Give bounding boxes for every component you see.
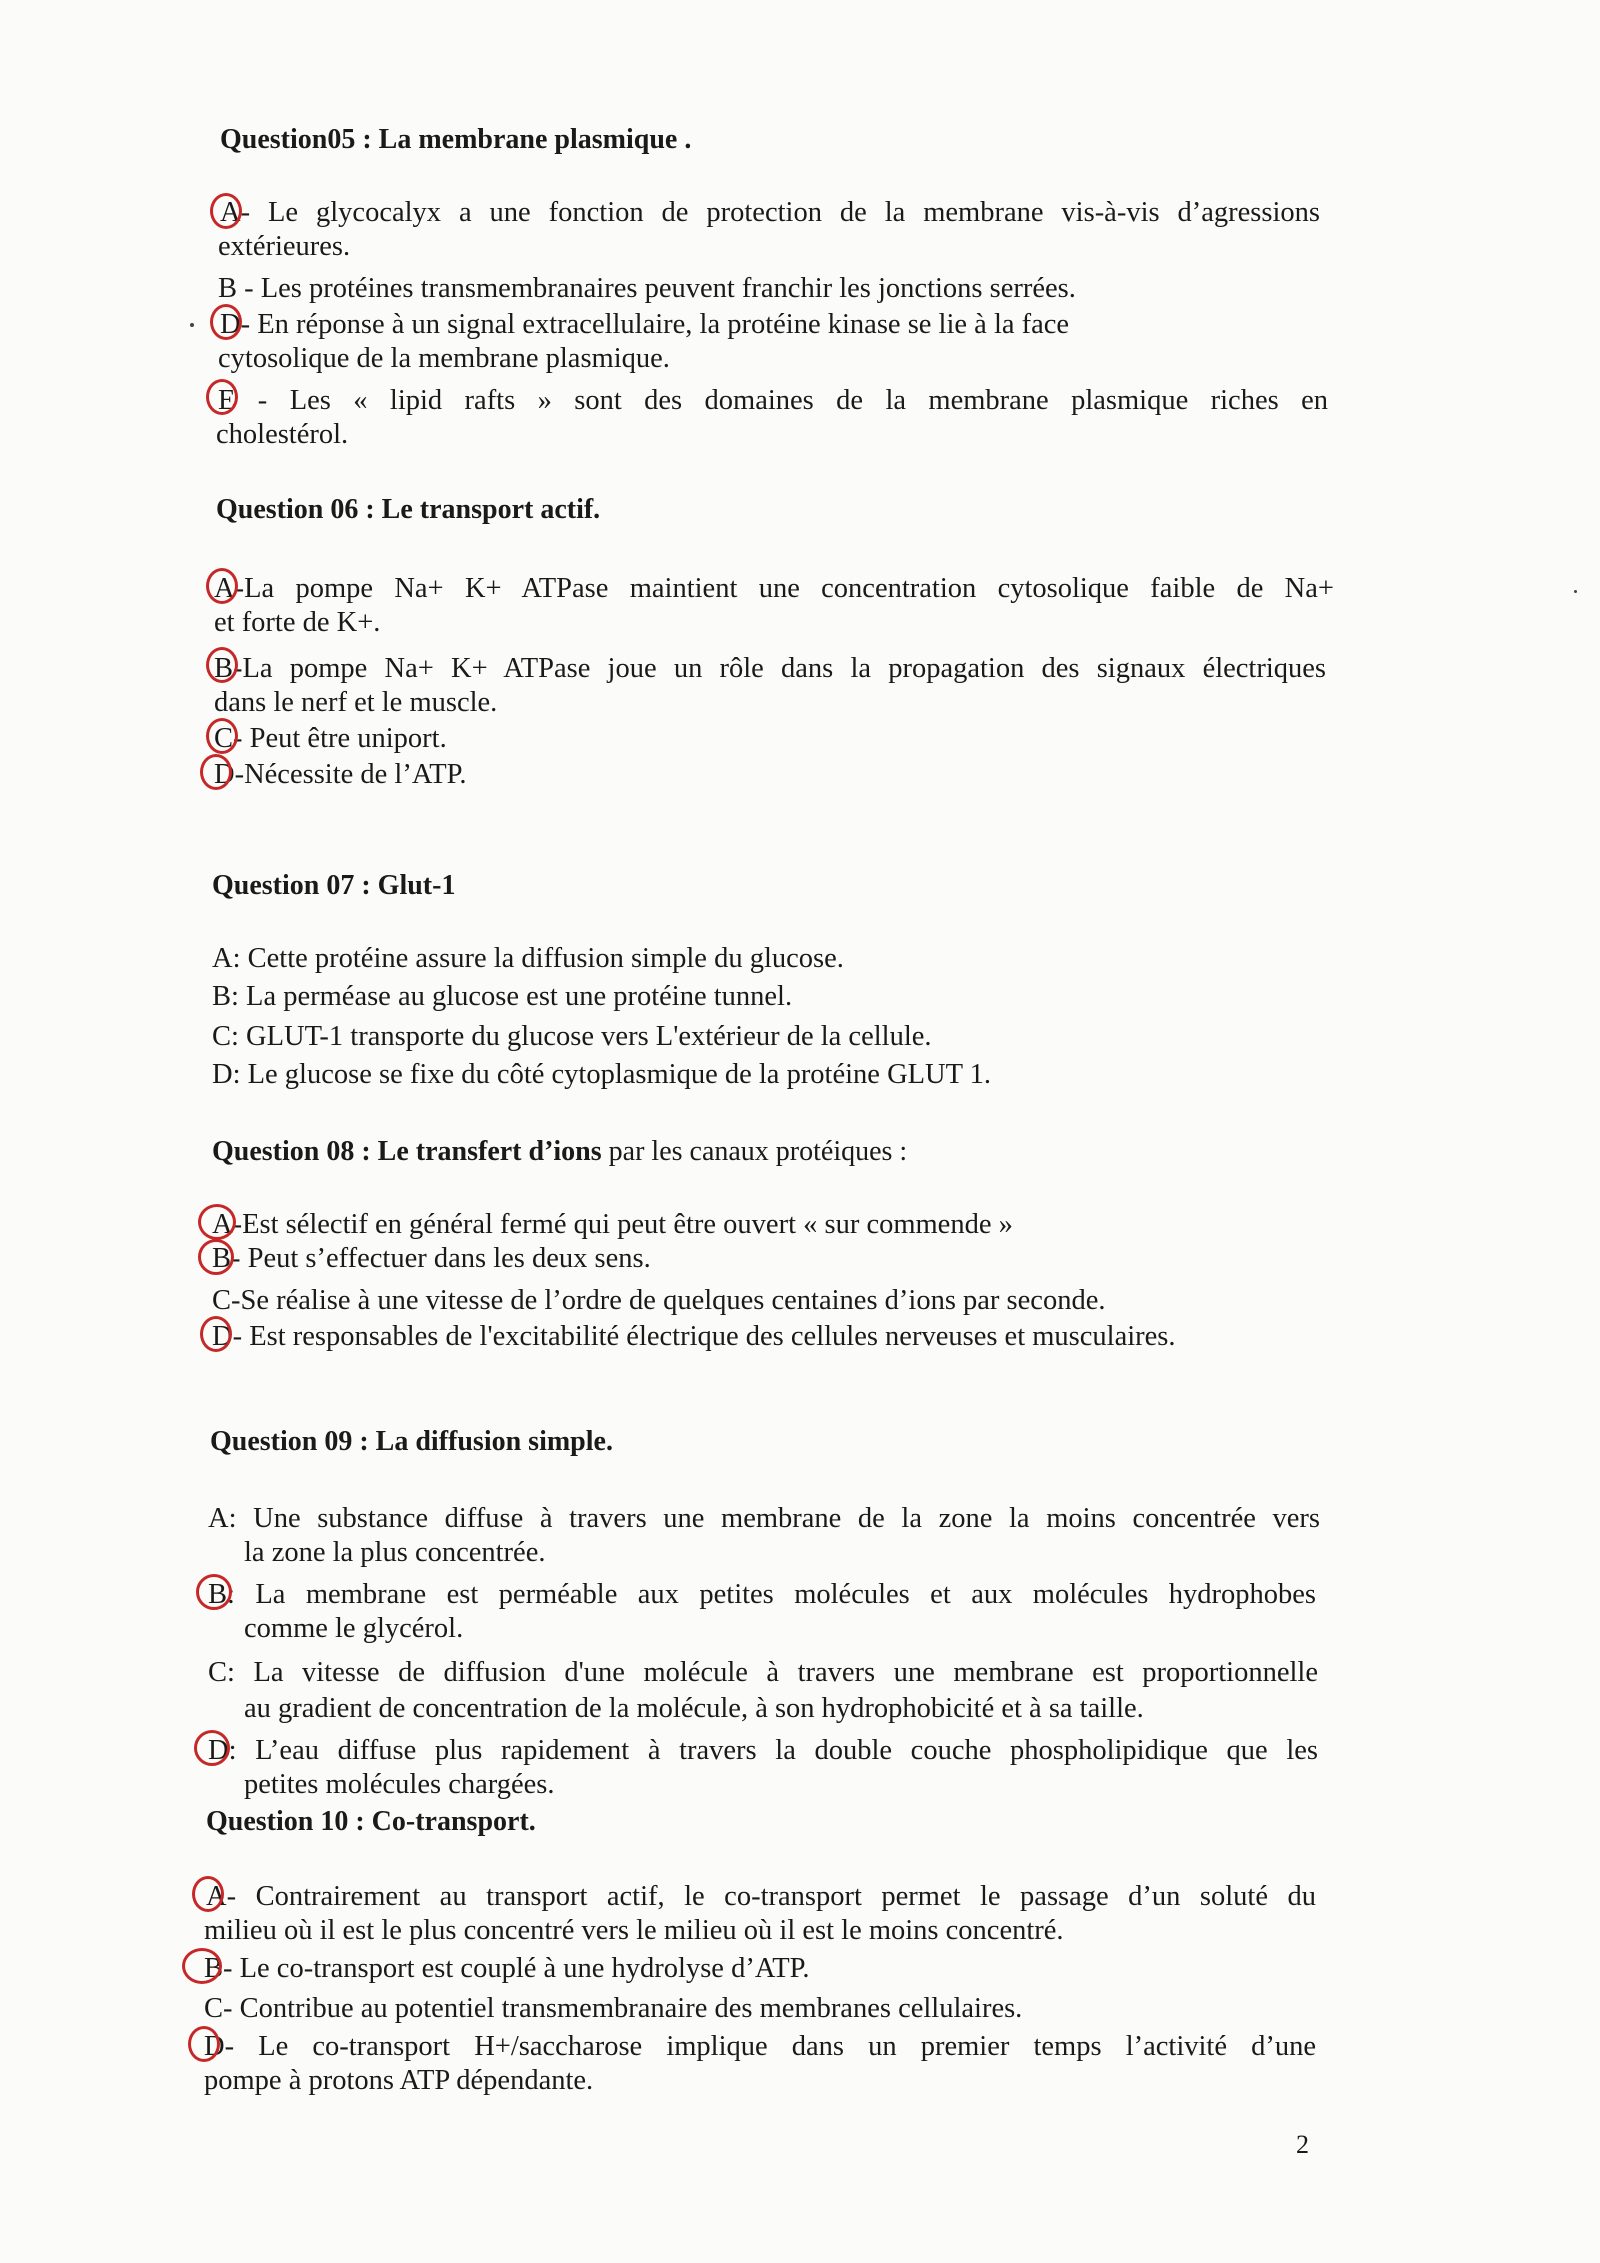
answer-line: la zone la plus concentrée.: [244, 1537, 546, 1568]
answer-line: D-Nécessite de l’ATP.: [214, 759, 467, 790]
answer-line: B-La pompe Na+ K+ ATPase joue un rôle dans la propagation des signaux électriques: [214, 653, 1326, 684]
answer-line: C- Peut être uniport.: [214, 723, 447, 754]
answer-line: C- Contribue au potentiel transmembranaire des membranes cellulaires.: [204, 1993, 1023, 2024]
question-title: Question 07 : Glut-1: [212, 870, 456, 901]
answer-line: C: La vitesse de diffusion d'une molécule à travers une membrane est proportionnelle: [208, 1657, 1318, 1688]
answer-line: B: La perméase au glucose est une protéine tunnel.: [212, 981, 793, 1012]
answer-line: D- Le co-transport H+/saccharose implique dans un premier temps l’activité d’une: [204, 2031, 1316, 2062]
answer-line: D: L’eau diffuse plus rapidement à travers la double couche phospholipidique que les: [208, 1735, 1318, 1766]
answer-line: petites molécules chargées.: [244, 1769, 555, 1800]
question-title: Question05 : La membrane plasmique .: [220, 124, 692, 155]
answer-line: A- Contrairement au transport actif, le co-transport permet le passage d’un soluté du: [206, 1881, 1316, 1912]
page-number: 2: [1296, 2130, 1309, 2159]
answer-line: milieu où il est le plus concentré vers le milieu où il est le moins concentré.: [204, 1915, 1064, 1946]
answer-line: A-La pompe Na+ K+ ATPase maintient une concentration cytosolique faible de Na+: [214, 573, 1334, 604]
answer-line: extérieures.: [218, 231, 351, 262]
answer-line: E - Les « lipid rafts » sont des domaines de la membrane plasmique riches en: [218, 385, 1328, 416]
answer-line: cytosolique de la membrane plasmique.: [218, 343, 670, 374]
answer-line: A: Une substance diffuse à travers une membrane de la zone la moins concentrée vers: [208, 1503, 1320, 1534]
answer-line: B- Le co-transport est couplé à une hydrolyse d’ATP.: [204, 1953, 810, 1984]
question-title-main: Question 08 : Le transfert d’ions: [212, 1136, 602, 1167]
answer-line: C-Se réalise à une vitesse de l’ordre de quelques centaines d’ions par seconde.: [212, 1285, 1106, 1316]
answer-line: et forte de K+.: [214, 607, 381, 638]
answer-line: A-Est sélectif en général fermé qui peut être ouvert « sur commende »: [212, 1209, 1013, 1240]
question-title-rest: par les canaux protéiques :: [601, 1136, 908, 1167]
answer-line: cholestérol.: [216, 419, 349, 450]
margin-mark: [1574, 590, 1577, 593]
question-title: Question 06 : Le transport actif.: [216, 494, 601, 525]
question-title: [212, 1136, 907, 1168]
margin-mark: [190, 323, 194, 327]
question-title: Question 10 : Co-transport.: [206, 1806, 536, 1837]
answer-line: B - Les protéines transmembranaires peuvent franchir les jonctions serrées.: [218, 273, 1076, 304]
answer-line: C: GLUT-1 transporte du glucose vers L'extérieur de la cellule.: [212, 1021, 932, 1052]
answer-line: D- En réponse à un signal extracellulaire, la protéine kinase se lie à la face: [220, 309, 1070, 340]
answer-line: comme le glycérol.: [244, 1613, 464, 1644]
answer-line: pompe à protons ATP dépendante.: [204, 2065, 594, 2096]
answer-line: D- Est responsables de l'excitabilité électrique des cellules nerveuses et musculaires.: [212, 1321, 1176, 1352]
answer-line: A- Le glycocalyx a une fonction de protection de la membrane vis-à-vis d’agressions: [220, 197, 1320, 228]
answer-line: D: Le glucose se fixe du côté cytoplasmique de la protéine GLUT 1.: [212, 1059, 992, 1090]
answer-line: dans le nerf et le muscle.: [214, 687, 498, 718]
answer-line: B: La membrane est perméable aux petites molécules et aux molécules hydrophobes: [208, 1579, 1316, 1610]
answer-line: A: Cette protéine assure la diffusion simple du glucose.: [212, 943, 844, 974]
answer-line: B- Peut s’effectuer dans les deux sens.: [212, 1243, 651, 1274]
question-title: Question 09 : La diffusion simple.: [210, 1426, 613, 1457]
answer-line: au gradient de concentration de la molécule, à son hydrophobicité et à sa taille.: [244, 1693, 1144, 1724]
